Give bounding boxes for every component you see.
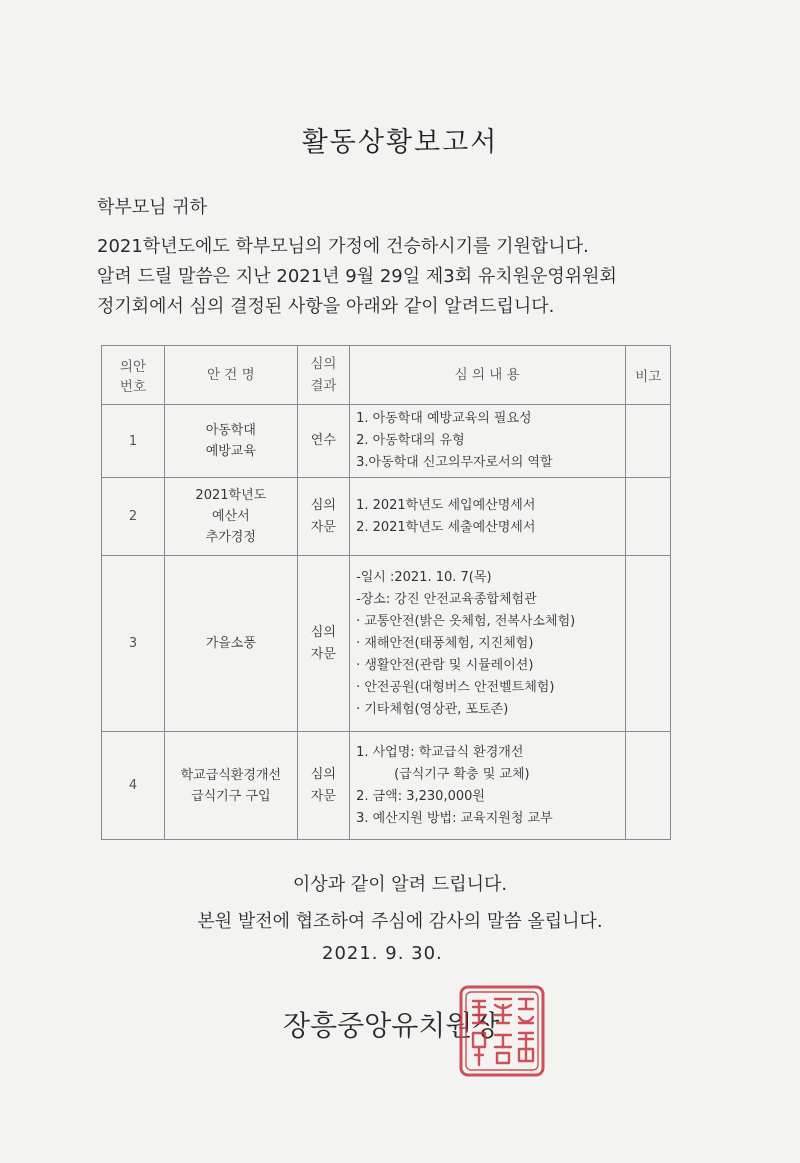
header-agenda-number: 의안 번호 (102, 346, 165, 405)
intro-line: 알려 드릴 말씀은 지난 2021년 9월 29일 제3회 유치원운영위원회 (97, 266, 617, 287)
official-seal-icon (457, 983, 547, 1079)
table-row (102, 556, 671, 732)
agenda-title: 학교급식환경개선 급식기구 구입 (164, 732, 297, 840)
header-review-result: 심의 결과 (297, 346, 349, 405)
review-result: 심의 자문 (297, 732, 349, 840)
intro-line: 정기회에서 심의 결정된 사항을 아래와 같이 알려드립니다. (97, 296, 555, 317)
review-content: -일시 :2021. 10. 7(목) -장소: 강진 안전교육종합체험관 · 교통안전(밝은 옷체험, 전복사소체험) · 재해안전(태풍체험, 지진체험) · 생활안전(관람 및 시뮬레이션) · 안전공원(대형버스 안전벨트체험) · 기타체험(영상관, 포토존) (350, 556, 626, 732)
note-cell (626, 478, 671, 556)
intro-paragraph (97, 232, 617, 322)
agenda-title: 가을소풍 (164, 556, 297, 732)
note-cell (626, 556, 671, 732)
review-result: 심의 자문 (297, 478, 349, 556)
addressee: 학부모님 귀하 (97, 197, 208, 218)
table-row (102, 478, 671, 556)
table-row (102, 732, 671, 840)
header-note: 비고 (626, 346, 671, 405)
review-content: 1. 아동학대 예방교육의 필요성 2. 아동학대의 유형 3.아동학대 신고의무자로서의 역할 (350, 405, 626, 478)
closing-line: 이상과 같이 알려 드립니다. (292, 874, 508, 895)
table-header-row (102, 346, 671, 405)
table-row (102, 405, 671, 478)
note-cell (626, 732, 671, 840)
document-date: 2021. 9. 30. (322, 943, 443, 964)
agenda-number: 4 (102, 732, 165, 840)
agenda-number: 3 (102, 556, 165, 732)
document-title: 활동상황보고서 (301, 127, 499, 158)
intro-line: 2021학년도에도 학부모님의 가정에 건승하시기를 기원합니다. (97, 236, 589, 257)
review-result: 연수 (297, 405, 349, 478)
review-content: 1. 2021학년도 세입예산명세서 2. 2021학년도 세출예산명세서 (350, 478, 626, 556)
closing-line: 본원 발전에 협조하여 주심에 감사의 말씀 올립니다. (197, 911, 603, 932)
agenda-title: 아동학대 예방교육 (164, 405, 297, 478)
note-cell (626, 405, 671, 478)
agenda-title: 2021학년도 예산서 추가경정 (164, 478, 297, 556)
signer-name: 장흥중앙유치원장 (283, 1009, 500, 1042)
agenda-table (101, 345, 671, 840)
agenda-number: 2 (102, 478, 165, 556)
agenda-number: 1 (102, 405, 165, 478)
review-result: 심의 자문 (297, 556, 349, 732)
header-agenda-title: 안 건 명 (164, 346, 297, 405)
review-content: 1. 사업명: 학교급식 환경개선 (급식기구 확충 및 교체) 2. 금액: 3,230,000원 3. 예산지원 방법: 교육지원청 교부 (350, 732, 626, 840)
header-review-content: 심 의 내 용 (350, 346, 626, 405)
